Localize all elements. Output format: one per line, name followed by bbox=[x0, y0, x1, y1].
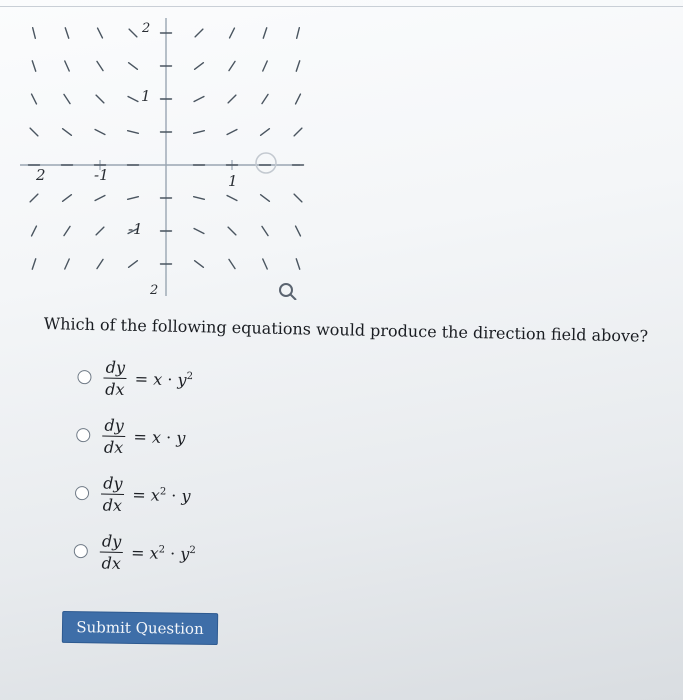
submit-question-button[interactable]: Submit Question bbox=[62, 611, 218, 645]
slope-segment bbox=[63, 195, 72, 202]
slope-segment bbox=[261, 129, 270, 136]
magnifier-icon[interactable] bbox=[280, 284, 296, 300]
slope-segment bbox=[129, 63, 138, 70]
slope-segment bbox=[129, 29, 137, 37]
choice-3[interactable] bbox=[75, 468, 192, 520]
slope-segment bbox=[261, 195, 270, 202]
fraction-dydx: $\frac{dy}{dx}$ bbox=[102, 473, 123, 515]
equation-rhs: = $x^2 \cdot y^2$ bbox=[130, 542, 196, 563]
slope-segment bbox=[294, 128, 302, 136]
slope-segment bbox=[195, 261, 204, 268]
fraction-dydx: $\frac{dy}{dx}$ bbox=[105, 357, 126, 399]
slope-segment bbox=[129, 261, 138, 268]
slope-segment bbox=[95, 196, 105, 201]
slope-segment bbox=[263, 61, 267, 71]
slope-segment bbox=[262, 226, 268, 235]
slope-segment bbox=[128, 97, 138, 102]
slope-segment bbox=[229, 61, 235, 70]
tick-label-x-1: 1 bbox=[228, 172, 238, 190]
fraction-dydx: $\frac{dy}{dx}$ bbox=[101, 531, 122, 573]
loop-icon bbox=[256, 153, 276, 173]
slope-segment bbox=[228, 227, 236, 235]
radio-choice-3[interactable] bbox=[75, 486, 89, 500]
tick-label-y-1: 1 bbox=[141, 87, 151, 105]
slope-segment bbox=[64, 226, 70, 235]
choice-4[interactable] bbox=[73, 526, 196, 579]
question-text: Which of the following equations would produce the direction field above? bbox=[43, 314, 649, 346]
slope-segment bbox=[194, 229, 204, 234]
slope-segment bbox=[194, 97, 204, 102]
equation-rhs: = $x \cdot y^2$ bbox=[134, 368, 194, 389]
slope-segment bbox=[263, 259, 267, 269]
equation-rhs: = x · y bbox=[133, 426, 186, 447]
slope-segment bbox=[195, 63, 204, 70]
slope-segment bbox=[32, 226, 37, 236]
radio-choice-2[interactable] bbox=[76, 428, 90, 442]
slope-segment bbox=[297, 28, 300, 39]
slope-segment bbox=[30, 194, 38, 202]
slope-segment bbox=[96, 95, 104, 103]
slope-segment bbox=[195, 29, 203, 37]
slope-segment bbox=[33, 28, 36, 39]
slope-segment bbox=[63, 129, 72, 136]
slope-segment bbox=[227, 130, 237, 135]
slope-segment bbox=[97, 259, 103, 268]
slope-segment bbox=[263, 28, 266, 38]
fraction-dydx: $\frac{dy}{dx}$ bbox=[103, 415, 124, 457]
slope-segment bbox=[32, 61, 35, 71]
tick-label-x-neg1: -1 bbox=[94, 166, 109, 184]
slope-segment bbox=[296, 61, 299, 71]
slope-segment bbox=[296, 226, 301, 236]
slope-segment bbox=[32, 94, 37, 104]
slope-segment bbox=[194, 197, 205, 200]
equation-rhs: = $x^2 \cdot y$ bbox=[132, 484, 191, 505]
slope-segment bbox=[30, 128, 38, 136]
slope-segment bbox=[128, 197, 139, 200]
slope-segment bbox=[97, 61, 103, 70]
slope-segment bbox=[96, 227, 104, 235]
choice-2[interactable] bbox=[76, 410, 186, 462]
slope-segment bbox=[229, 259, 235, 268]
equation-1 bbox=[103, 358, 193, 399]
equation-3 bbox=[101, 474, 191, 515]
tick-label-y-bottom: 2 bbox=[150, 283, 159, 298]
slope-segment bbox=[64, 94, 70, 103]
choice-1[interactable] bbox=[77, 352, 194, 404]
equation-2 bbox=[102, 416, 186, 457]
tick-label-x-2: 2 bbox=[36, 166, 46, 184]
slope-segment bbox=[32, 259, 35, 269]
slope-segment bbox=[98, 28, 103, 38]
equation-4 bbox=[99, 532, 196, 573]
tick-label-y-neg1: -1 bbox=[128, 220, 143, 238]
slope-segment bbox=[95, 130, 105, 135]
slope-segment bbox=[294, 194, 302, 202]
slope-segment bbox=[65, 28, 68, 38]
tick-label-y-top: 2 bbox=[142, 21, 151, 36]
slope-segment bbox=[194, 131, 205, 134]
slope-segment bbox=[227, 196, 237, 201]
radio-choice-1[interactable] bbox=[77, 370, 91, 384]
radio-choice-4[interactable] bbox=[74, 544, 88, 558]
slope-segment bbox=[296, 259, 299, 269]
slope-segment bbox=[228, 95, 236, 103]
slope-segment bbox=[262, 94, 268, 103]
slope-segment bbox=[230, 28, 235, 38]
direction-field bbox=[0, 0, 683, 300]
slope-segment bbox=[296, 94, 301, 104]
slope-segment bbox=[65, 259, 69, 269]
slope-segment bbox=[65, 61, 69, 71]
slope-segment bbox=[128, 131, 139, 134]
